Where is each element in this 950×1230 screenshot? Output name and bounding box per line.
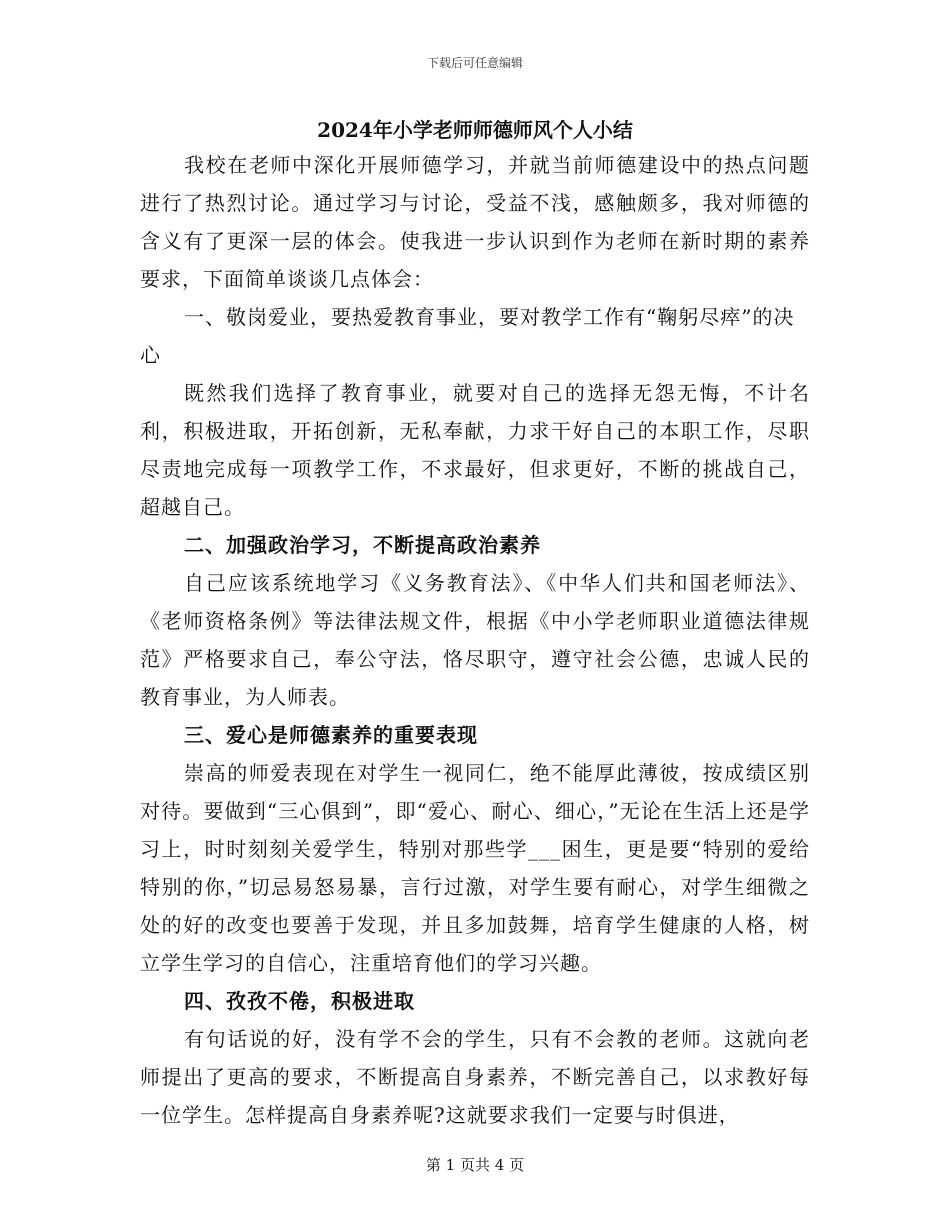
section-4-paragraph: 有句话说的好，没有学不会的学生，只有不会教的老师。这就向老师提出了更高的要求，不断提高自身素养，不断完善自己，以求教好每一位学生。怎样提高自身素养呢?这就要求我们一定要与时俱进， [140, 1027, 810, 1127]
intro-paragraph: 我校在老师中深化开展师德学习，并就当前师德建设中的热点问题进行了热烈讨论。通过学习与讨论，受益不浅，感触颇多，我对师德的含义有了更深一层的体会。使我进一步认识到作为老师在新时期的素养要求，下面简单谈谈几点体会： [140, 153, 810, 291]
section-2-paragraph: 自己应该系统地学习《义务教育法》、《中华人们共和国老师法》、《老师资格条例》等法律法规文件，根据《中小学老师职业道德法律规范》严格要求自己，奉公守法，恪尽职守，遵守社会公德，忠诚人民的教育事业，为人师表。 [140, 571, 810, 709]
section-1-paragraph: 既然我们选择了教育事业，就要对自己的选择无怨无悔，不计名利，积极进取，开拓创新，无私奉献，力求干好自己的本职工作，尽职尽责地完成每一项教学工作，不求最好，但求更好，不断的挑战自己，超越自己。 [140, 381, 810, 519]
page-footer: 第 1 页共 4 页 [425, 1156, 525, 1174]
section-1-heading: 一、敬岗爱业，要热爱教育事业，要对教学工作有“鞠躬尽瘁”的决心 [140, 305, 795, 367]
section-3-heading: 三、爱心是师德素养的重要表现 [184, 723, 478, 747]
section-4-heading: 四、孜孜不倦，积极进取 [184, 989, 415, 1013]
section-2-heading: 二、加强政治学习，不断提高政治素养 [184, 533, 541, 557]
document-title: 2024年小学老师师德师风个人小结 [317, 118, 633, 142]
section-3-paragraph: 崇高的师爱表现在对学生一视同仁，绝不能厚此薄彼，按成绩区别对待。要做到“三心俱到”，即“爱心、耐心、细心，”无论在生活上还是学习上，时时刻刻关爱学生，特别对那些学___困生，更是要“特别的爱给特别的你，”切忌易怒易暴，言行过激，对学生要有耐心，对学生细微之处的好的改变也要善于发现，并且多加鼓舞，培育学生健康的人格，树立学生学习的自信心，注重培育他们的学习兴趣。 [140, 761, 810, 975]
document-body [140, 146, 810, 1134]
header-note: 下载后可任意编辑 [426, 56, 523, 70]
